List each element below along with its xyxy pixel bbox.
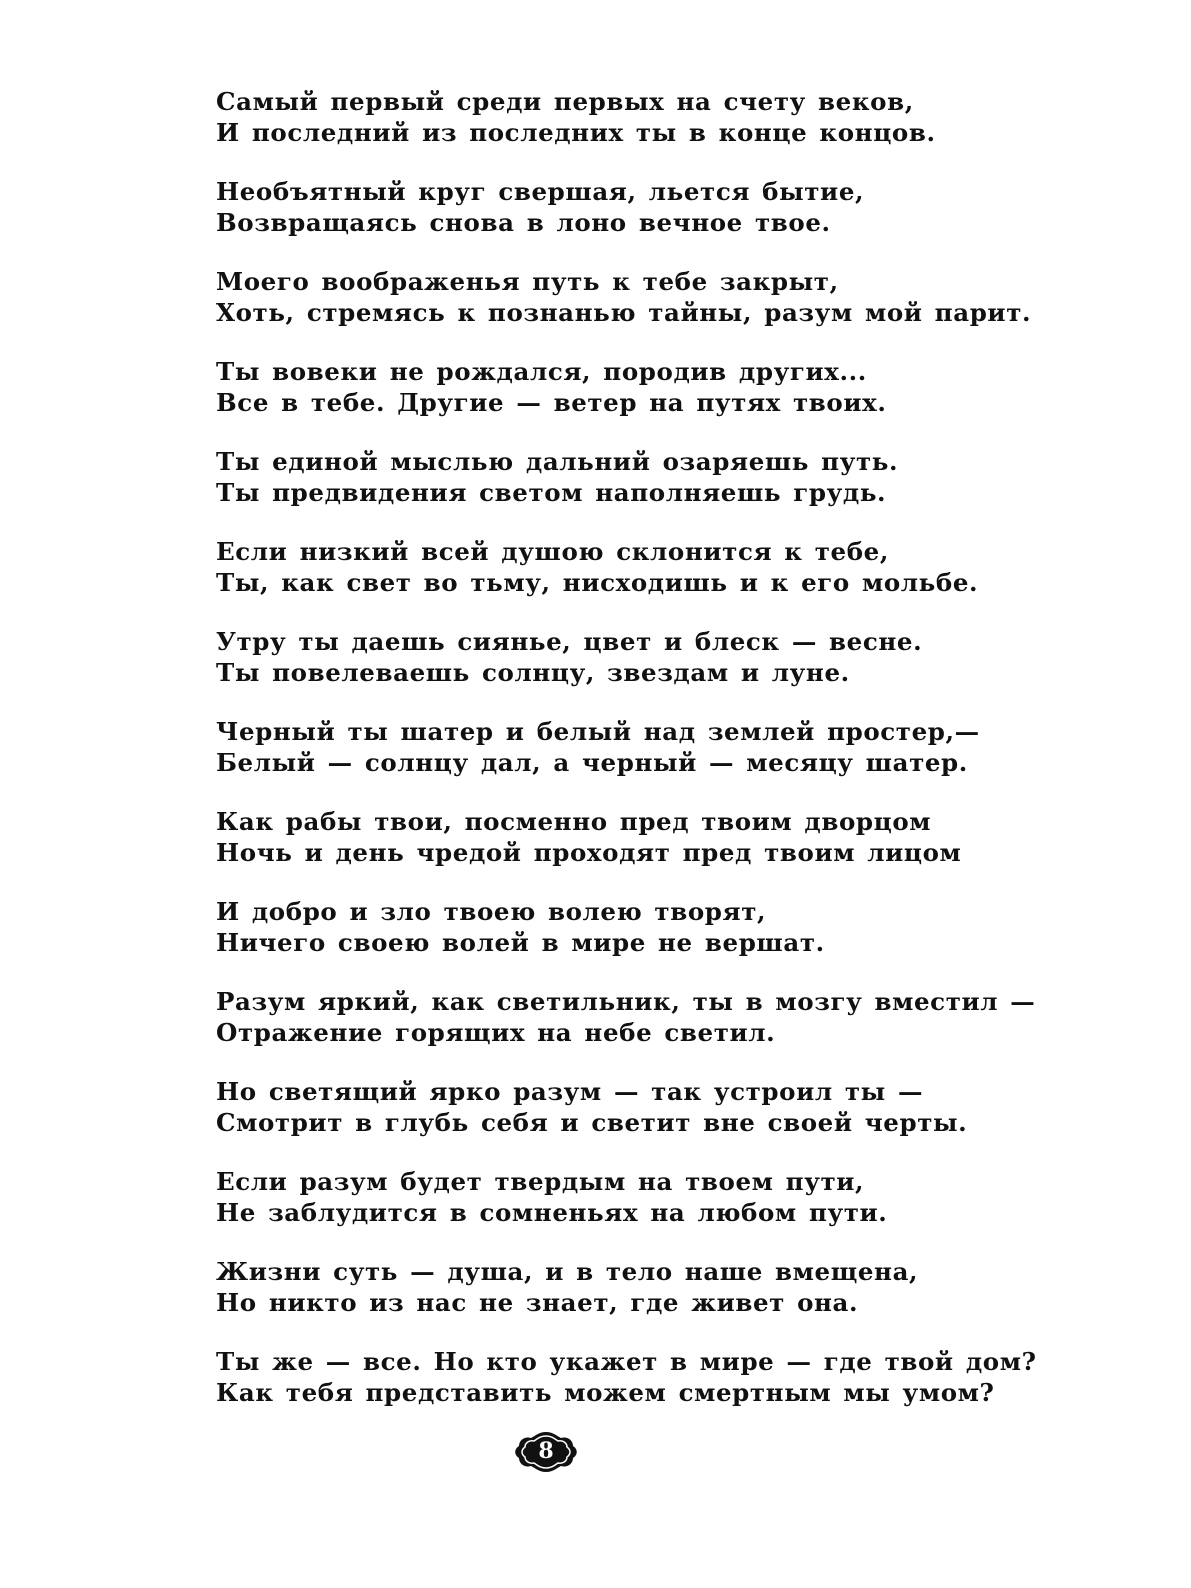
stanza	[216, 536, 996, 598]
poem-line: Разум яркий, как светильник, ты в мозгу вместил —	[216, 987, 1036, 1016]
page-number	[513, 1430, 579, 1474]
poem-line: Как тебя представить можем смертным мы умом?	[216, 1378, 995, 1407]
poem-line: Утру ты даешь сиянье, цвет и блеск — весне.	[216, 627, 923, 656]
stanza	[216, 626, 996, 688]
poem-line: Смотрит в глубь себя и светит вне своей черты.	[216, 1108, 968, 1137]
stanza	[216, 1346, 1037, 1408]
poem-line: Черный ты шатер и белый над землей простер,—	[216, 717, 980, 746]
stanza	[216, 176, 996, 238]
poem-line: Все в тебе. Другие — ветер на путях твоих.	[216, 388, 887, 417]
poem-line: Жизни суть — душа, и в тело наше вмещена,	[216, 1257, 919, 1286]
poem-line: Отражение горящих на небе светил.	[216, 1018, 776, 1047]
poem-line: Ты повелеваешь солнцу, звездам и луне.	[216, 658, 850, 687]
stanza	[216, 896, 996, 958]
poem-line: Если разум будет твердым на твоем пути,	[216, 1167, 865, 1196]
poem-line: Хоть, стремясь к познанью тайны, разум мой парит.	[216, 298, 1032, 327]
stanza	[216, 1076, 996, 1138]
poem-line: И добро и зло твоею волею творят,	[216, 897, 767, 926]
poem-line: Необъятный круг свершая, льется бытие,	[216, 177, 865, 206]
poem-line: Ночь и день чредой проходят пред твоим лицом	[216, 838, 962, 867]
poem-line: Самый первый среди первых на счету веков,	[216, 87, 914, 116]
stanza	[216, 356, 996, 418]
poem-line: Ты предвидения светом наполняешь грудь.	[216, 478, 887, 507]
poem-line: Ты же — все. Но кто укажет в мире — где твой дом?	[216, 1347, 1037, 1376]
poem-line: Ты единой мыслью дальний озаряешь путь.	[216, 447, 899, 476]
stanza	[216, 986, 1036, 1048]
stanza	[216, 266, 1032, 328]
poem-line: Если низкий всей душою склонится к тебе,	[216, 537, 889, 566]
poem-line: Ты, как свет во тьму, нисходишь и к его мольбе.	[216, 568, 979, 597]
poem-line: Возвращаясь снова в лоно вечное твое.	[216, 208, 831, 237]
poem-line: Как рабы твои, посменно пред твоим дворцом	[216, 807, 932, 836]
poem-line: Ты вовеки не рождался, породив других...	[216, 357, 867, 386]
poem-line: Но светящий ярко разум — так устроил ты —	[216, 1077, 924, 1106]
stanza	[216, 806, 996, 868]
poem-line: Белый — солнцу дал, а черный — месяцу шатер.	[216, 748, 968, 777]
stanza	[216, 716, 996, 778]
poem-text	[216, 86, 1037, 1436]
page-number-text: 8	[538, 1438, 554, 1464]
poem-line: Но никто из нас не знает, где живет она.	[216, 1288, 859, 1317]
poem-line: Ничего своею волей в мире не вершат.	[216, 928, 825, 957]
poem-line: И последний из последних ты в конце концов.	[216, 118, 936, 147]
stanza	[216, 1256, 996, 1318]
stanza	[216, 86, 996, 148]
stanza	[216, 446, 996, 508]
stanza	[216, 1166, 996, 1228]
poem-line: Моего воображенья путь к тебе закрыт,	[216, 267, 839, 296]
poem-line: Не заблудится в сомненьях на любом пути.	[216, 1198, 888, 1227]
